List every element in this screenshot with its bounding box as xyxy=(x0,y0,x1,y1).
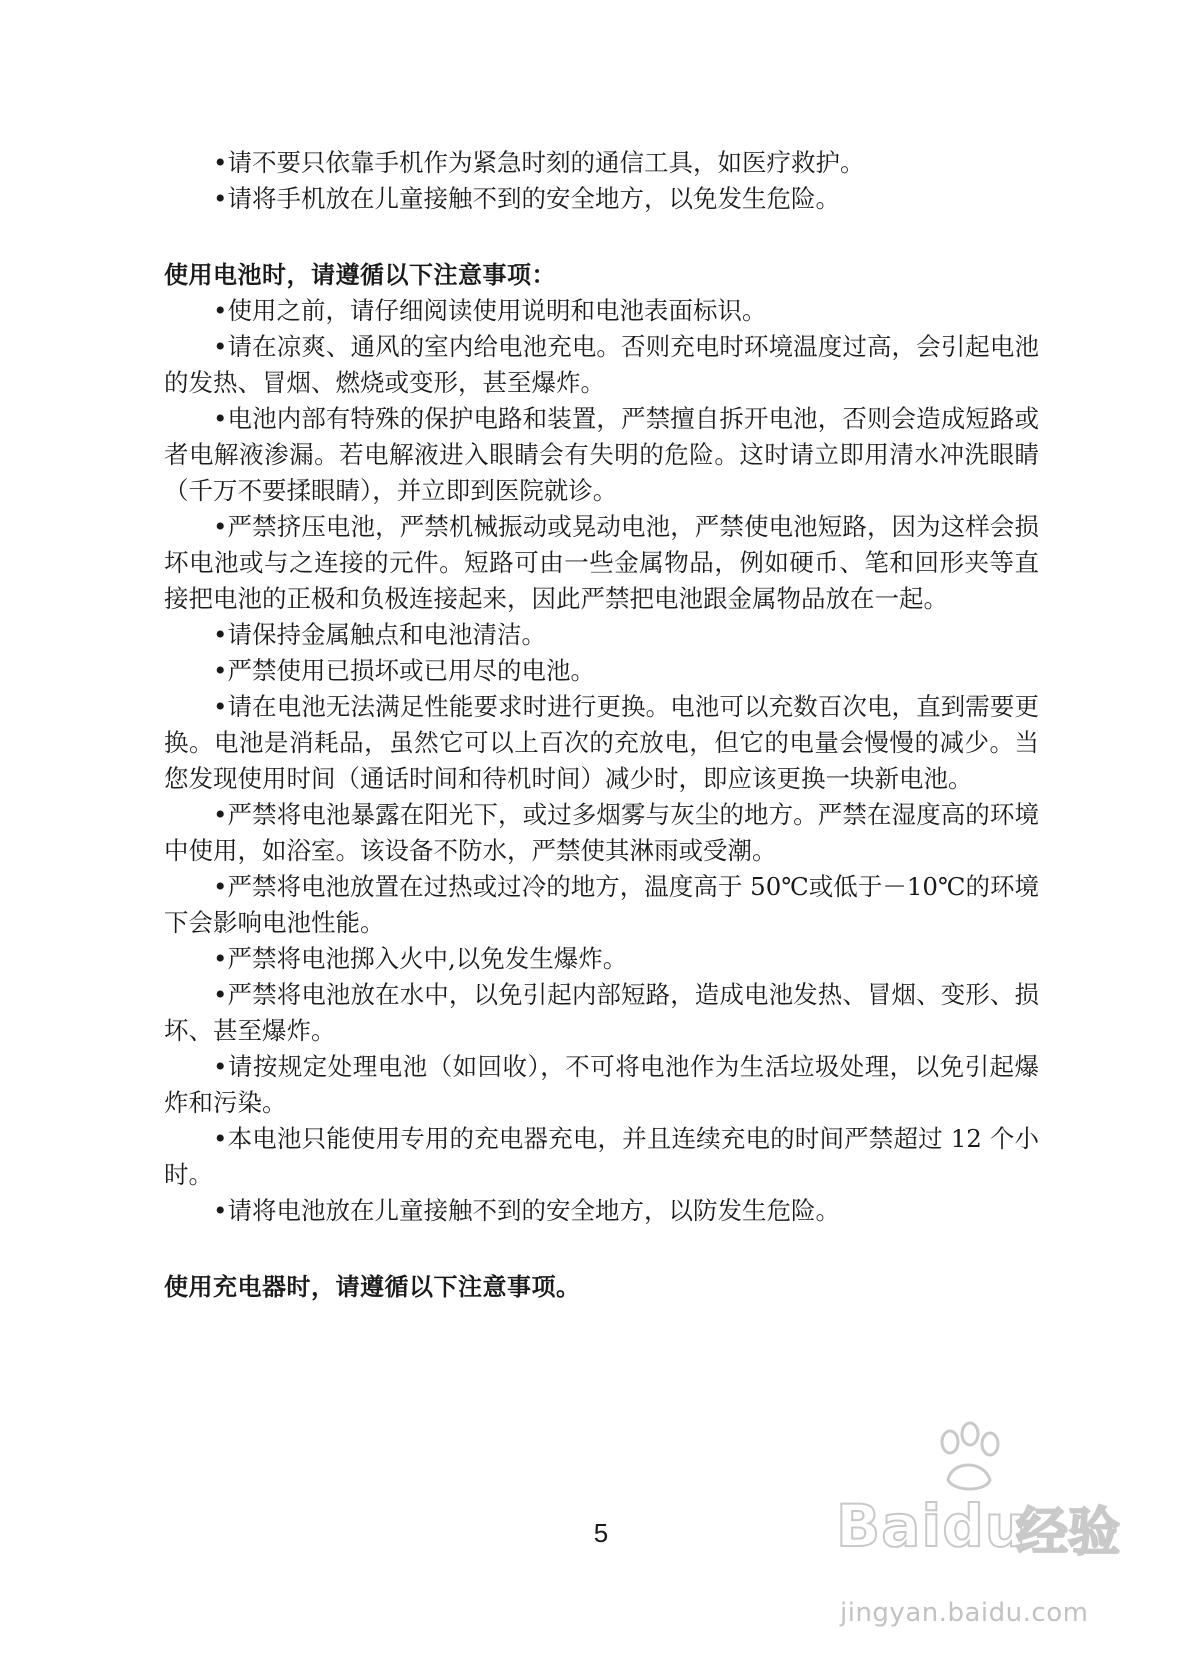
intro-item-1: •请不要只依靠手机作为紧急时刻的通信工具，如医疗救护。 xyxy=(213,148,865,177)
battery-item: •请在电池无法满足性能要求时进行更换。电池可以充数百次电，直到需要更换。电池是消耗品，虽然它可以上百次的充放电，但它的电量会慢慢的减少。当您发现使用时间（通话时间和待机时间）减少时，即应该更换一块新电池。 xyxy=(164,692,1039,793)
battery-item: •请将电池放在儿童接触不到的安全地方，以防发生危险。 xyxy=(213,1196,840,1225)
battery-item: •严禁挤压电池，严禁机械振动或晃动电池，严禁使电池短路，因为这样会损坏电池或与之连接的元件。短路可由一些金属物品，例如硬币、笔和回形夹等直接把电池的正极和负极连接起来，因此严禁把电池跟金属物品放在一起。 xyxy=(164,512,1039,613)
battery-item: •请在凉爽、通风的室内给电池充电。否则充电时环境温度过高，会引起电池的发热、冒烟、燃烧或变形，甚至爆炸。 xyxy=(164,332,1039,397)
charger-heading: 使用充电器时，请遵循以下注意事项。 xyxy=(164,1273,581,1301)
baidu-jingyan-watermark xyxy=(836,1420,1186,1650)
watermark-url: jingyan.baidu.com xyxy=(840,1598,1089,1628)
paw-logo-icon xyxy=(928,1420,1008,1500)
battery-item: •严禁将电池掷入火中,以免发生爆炸。 xyxy=(213,944,628,973)
battery-item: •严禁将电池暴露在阳光下，或过多烟雾与灰尘的地方。严禁在湿度高的环境中使用，如浴室。该设备不防水，严禁使其淋雨或受潮。 xyxy=(164,800,1039,865)
intro-item-2: •请将手机放在儿童接触不到的安全地方，以免发生危险。 xyxy=(213,184,840,213)
watermark-cn: 经验 xyxy=(1016,1503,1121,1563)
battery-item: •请保持金属触点和电池清洁。 xyxy=(213,620,546,649)
page-number: 5 xyxy=(593,1518,609,1548)
battery-item: •请按规定处理电池（如回收），不可将电池作为生活垃圾处理，以免引起爆炸和污染。 xyxy=(164,1052,1039,1117)
battery-item: •严禁将电池放在水中，以免引起内部短路，造成电池发热、冒烟、变形、损坏、甚至爆炸。 xyxy=(164,980,1039,1045)
battery-heading: 使用电池时，请遵循以下注意事项： xyxy=(164,261,556,289)
battery-item: •严禁将电池放置在过热或过冷的地方，温度高于 50℃或低于－10℃的环境下会影响电池性能。 xyxy=(164,872,1039,937)
battery-item: •本电池只能使用专用的充电器充电，并且连续充电的时间严禁超过 12 个小时。 xyxy=(164,1124,1039,1189)
battery-item: •使用之前，请仔细阅读使用说明和电池表面标识。 xyxy=(213,296,767,325)
battery-item: •严禁使用已损坏或已用尽的电池。 xyxy=(213,656,595,685)
watermark-brand: Baidu xyxy=(836,1492,1028,1560)
page-content xyxy=(164,145,1039,1305)
battery-item: •电池内部有特殊的保护电路和装置，严禁擅自拆开电池，否则会造成短路或者电解液渗漏。若电解液进入眼睛会有失明的危险。这时请立即用清水冲洗眼睛（千万不要揉眼睛），并立即到医院就诊。 xyxy=(164,404,1039,505)
